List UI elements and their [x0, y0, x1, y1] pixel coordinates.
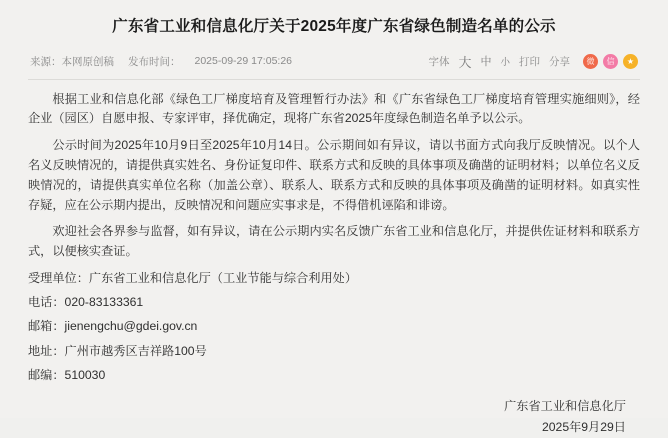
meta-left-group — [30, 54, 292, 69]
share-label: 分享 — [549, 55, 570, 68]
source-label: 来源：本网原创稿 — [30, 55, 114, 68]
article-meta-bar — [28, 50, 640, 80]
publish-time: 2025-09-29 17:05:26 — [194, 55, 292, 68]
print-button[interactable]: 打印 — [519, 55, 540, 68]
contact-unit: 受理单位：广东省工业和信息化厅（工业节能与综合利用处） — [28, 270, 358, 285]
fontsize-large-button[interactable]: 大 — [458, 54, 472, 70]
fontsize-label: 字体 — [428, 55, 450, 68]
fontsize-medium-button[interactable]: 中 — [480, 56, 492, 69]
paragraph-2: 公示时间为2025年10月9日至2025年10月14日。公示期间如有异议，请以书面方式向我厅反映情况。以个人名义反映情况的，请提供真实姓名、身份证复印件、联系方式和反映的具体事项及确凿的证明材料；以单位名义反映情况的，请提供真实单位名称（加盖公章）、联系人、联系方式和反映的具体事项及确凿的证明材料。如真实性存疑，应在公示期内提出，反映情况和问题应实事求是，不得借机诬陷和诽谤。 — [28, 138, 640, 212]
contact-email: 邮箱：jienengchu@gdei.gov.cn — [28, 319, 198, 334]
paragraph-1: 根据工业和信息化部《绿色工厂梯度培育及管理暂行办法》和《广东省绿色工厂梯度培育管理实施细则》，经企业（园区）自愿申报、专家评审，择优确定，现将广东省2025年度绿色制造名单予以公示。 — [28, 91, 640, 126]
paragraph-3: 欢迎社会各界参与监督，如有异议，请在公示期内实名反馈广东省工业和信息化厅，并提供佐证材料和联系方式，以便核实查证。 — [28, 224, 640, 259]
article-body — [28, 80, 640, 438]
weibo-icon[interactable]: 微 — [583, 54, 598, 69]
contact-address: 地址：广州市越秀区吉祥路100号 — [28, 343, 207, 358]
signature-org: 广东省工业和信息化厅 — [504, 399, 626, 414]
signature-date: 2025年9月29日 — [541, 420, 626, 435]
contact-phone: 电话：020-83133361 — [28, 295, 144, 310]
fontsize-small-button[interactable]: 小 — [500, 57, 510, 69]
page-title: 广东省工业和信息化厅关于2025年度广东省绿色制造名单的公示 — [112, 18, 556, 35]
wechat-icon[interactable]: 信 — [603, 54, 618, 69]
contact-postcode: 邮编：510030 — [28, 368, 106, 382]
meta-right-group — [428, 52, 638, 71]
share-icon-group — [583, 54, 638, 69]
star-icon[interactable]: ★ — [623, 54, 638, 69]
signature-block — [28, 396, 640, 437]
contact-block — [28, 269, 640, 384]
publish-label: 发布时间： — [128, 55, 181, 68]
